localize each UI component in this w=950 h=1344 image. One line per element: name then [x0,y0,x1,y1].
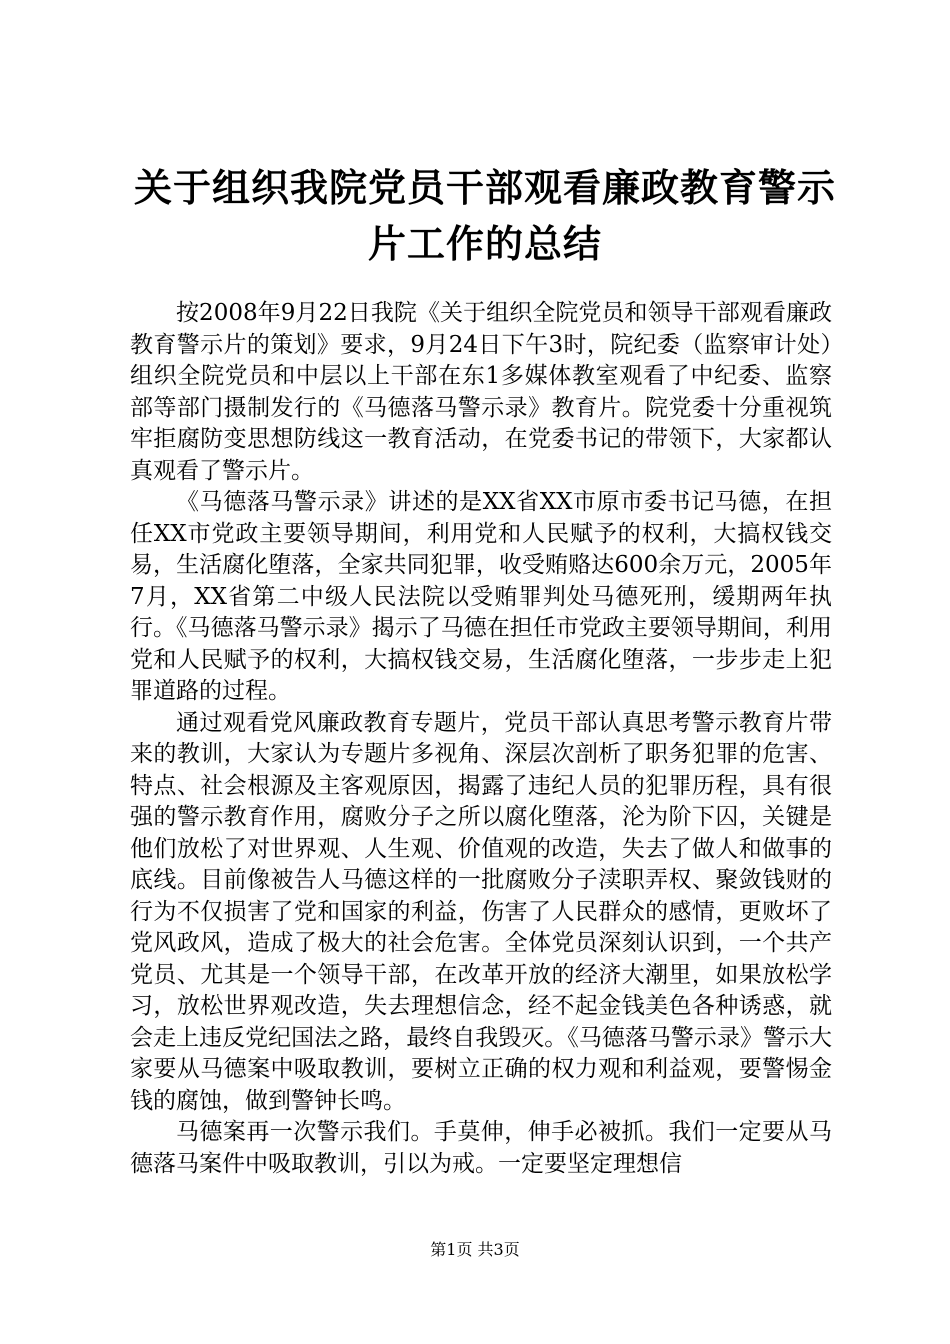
paragraph: 马德案再一次警示我们。手莫伸，伸手必被抓。我们一定要从马德落马案件中吸取教训，引以为戒。一定要坚定理想信 [130,1119,832,1177]
page-number: 第1页 共3页 [430,1240,520,1259]
paragraph: 《马德落马警示录》讲述的是XX省XX市原市委书记马德，在担任XX市党政主要领导期间，利用党和人民赋予的权利，大搞权钱交易，生活腐化堕落，全家共同犯罪，收受贿赂达600余万元，2005年7月，XX省第二中级人民法院以受贿罪判处马德死刑，缓期两年执行。《马德落马警示录》揭示了马德在担任市党政主要领导期间，利用党和人民赋予的权利，大搞权钱交易，生活腐化堕落，一步步走上犯罪道路的过程。 [130,489,832,704]
document-title: 关于组织我院党员干部观看廉政教育警示片工作的总结 [133,166,836,266]
paragraph: 按2008年9月22日我院《关于组织全院党员和领导干部观看廉政教育警示片的策划》要求，9月24日下午3时，院纪委（监察审计处）组织全院党员和中层以上干部在东1多媒体教室观看了中纪委、监察部等部门摄制发行的《马德落马警示录》教育片。院党委十分重视筑牢拒腐防变思想防线这一教育活动，在党委书记的带领下，大家都认真观看了警示片。 [130,300,832,484]
paragraph: 通过观看党风廉政教育专题片，党员干部认真思考警示教育片带来的教训，大家认为专题片多视角、深层次剖析了职务犯罪的危害、特点、社会根源及主客观原因，揭露了违纪人员的犯罪历程，具有很强的警示教育作用，腐败分子之所以腐化堕落，沦为阶下囚，关键是他们放松了对世界观、人生观、价值观的改造，失去了做人和做事的底线。目前像被告人马德这样的一批腐败分子渎职弄权、聚敛钱财的行为不仅损害了党和国家的利益，伤害了人民群众的感情，更败坏了党风政风，造成了极大的社会危害。全体党员深刻认识到，一个共产党员、尤其是一个领导干部，在改革开放的经济大潮里，如果放松学习，放松世界观改造，失去理想信念，经不起金钱美色各种诱惑，就会走上违反党纪国法之路，最终自我毁灭。《马德落马警示录》警示大家要从马德案中吸取教训，要树立正确的权力观和利益观，要警惕金钱的腐蚀，做到警钟长鸣。 [130,709,832,1114]
document-body [130,298,832,1180]
